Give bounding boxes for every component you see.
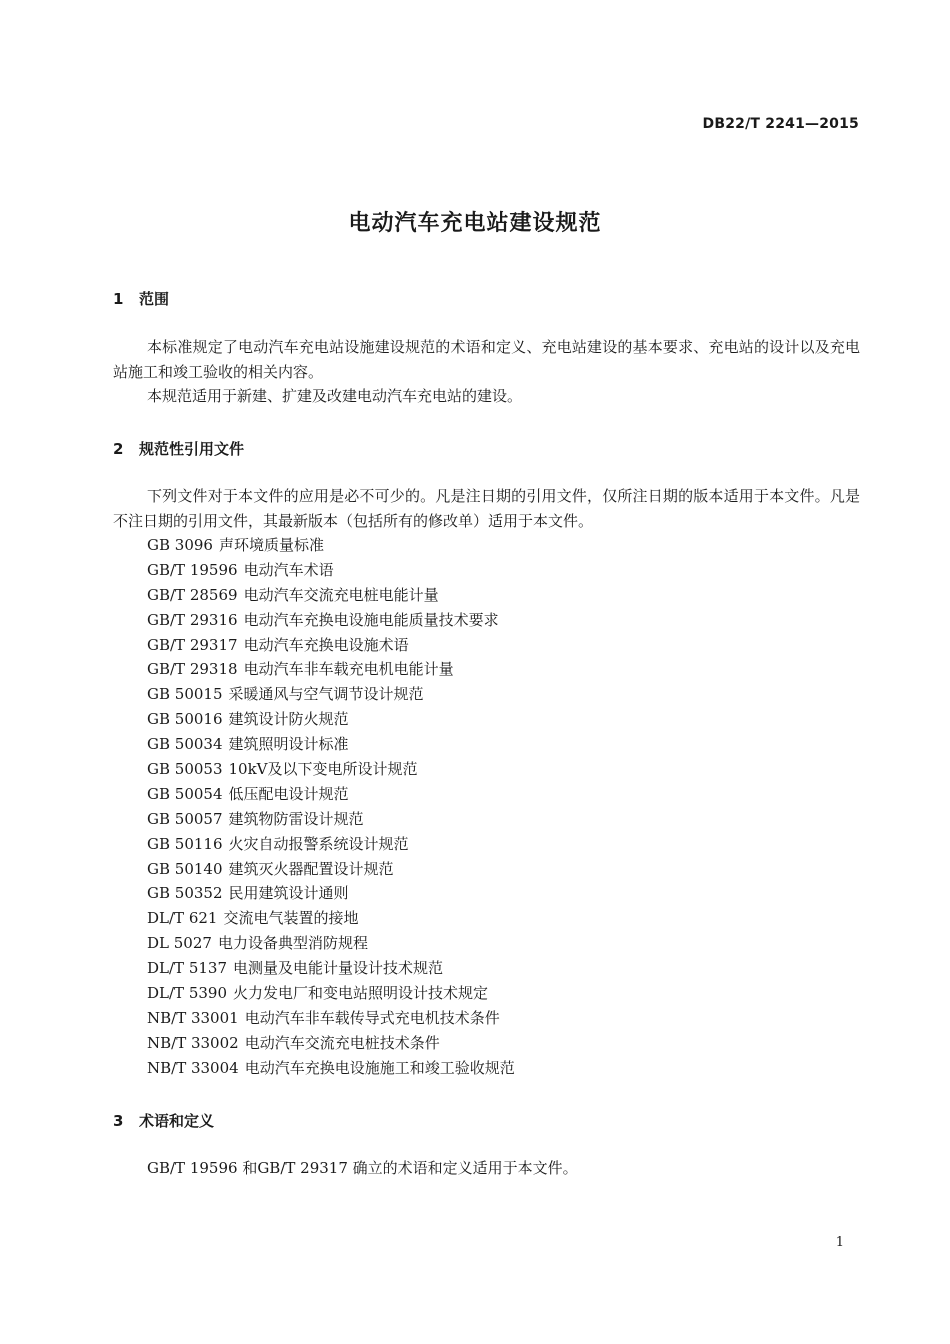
reference-code: GB/T 29318	[147, 660, 238, 679]
reference-title: 电动汽车非车载传导式充电机技术条件	[244, 1008, 500, 1027]
reference-code: GB/T 29316	[147, 610, 238, 629]
reference-code: DL 5027	[147, 934, 212, 953]
reference-title: 电测量及电能计量设计技术规范	[233, 959, 444, 978]
section-number: 2	[113, 440, 124, 458]
reference-title: 建筑物防雷设计规范	[228, 809, 364, 828]
reference-title: 电动汽车充换电设施施工和竣工验收规范	[244, 1058, 515, 1077]
reference-item	[147, 832, 515, 857]
reference-code: GB/T 29317	[147, 635, 238, 654]
reference-code: GB 50140	[147, 859, 223, 878]
reference-code: DL/T 621	[147, 909, 218, 928]
reference-code: DL/T 5390	[147, 984, 227, 1003]
section-number: 1	[113, 290, 124, 308]
reference-item	[147, 657, 515, 682]
reference-item	[147, 558, 515, 583]
reference-code: NB/T 33002	[147, 1033, 239, 1052]
paragraph: 本标准规定了电动汽车充电站设施建设规范的术语和定义、充电站建设的基本要求、充电站的设计以及充电站施工和竣工验收的相关内容。	[113, 338, 860, 381]
reference-item	[147, 583, 515, 608]
paragraph: 本规范适用于新建、扩建及改建电动汽车充电站的建设。	[147, 387, 523, 405]
reference-item	[147, 757, 515, 782]
reference-item	[147, 807, 515, 832]
reference-title: 电动汽车交流充电桩技术条件	[244, 1033, 440, 1052]
reference-item	[147, 782, 515, 807]
reference-item	[147, 956, 515, 981]
reference-code: GB 50034	[147, 735, 223, 754]
reference-item	[147, 931, 515, 956]
reference-title: 交流电气装置的接地	[223, 909, 359, 928]
page-number: 1	[835, 1235, 844, 1250]
reference-code: DL/T 5137	[147, 959, 227, 978]
page-title: 电动汽车充电站建设规范	[348, 211, 602, 236]
reference-code: GB 50053	[147, 760, 223, 779]
reference-title: 10kV及以下变电所设计规范	[228, 760, 418, 779]
reference-title: 电动汽车充换电设施电能质量技术要求	[243, 610, 499, 629]
reference-title: 采暖通风与空气调节设计规范	[228, 685, 424, 704]
reference-code: GB 50054	[147, 784, 223, 803]
paragraph: GB/T 19596 和GB/T 29317 确立的术语和定义适用于本文件。	[147, 1159, 578, 1177]
reference-item	[147, 1006, 515, 1031]
reference-code: GB/T 28569	[147, 585, 238, 604]
reference-code: GB 50352	[147, 884, 223, 903]
section-title: 范围	[139, 290, 170, 308]
reference-code: GB 50016	[147, 710, 223, 729]
doc-code: DB22/T 2241—2015	[702, 116, 859, 132]
reference-list	[147, 533, 515, 1081]
reference-code: GB 50116	[147, 834, 223, 853]
reference-item	[147, 533, 515, 558]
reference-item	[147, 682, 515, 707]
reference-code: GB 50015	[147, 685, 223, 704]
reference-item	[147, 881, 515, 906]
reference-title: 建筑灭火器配置设计规范	[228, 859, 394, 878]
reference-item	[147, 981, 515, 1006]
reference-code: GB 50057	[147, 809, 223, 828]
section-title: 术语和定义	[139, 1112, 215, 1130]
reference-code: NB/T 33001	[147, 1008, 239, 1027]
reference-code: GB 3096	[147, 536, 213, 554]
reference-item	[147, 1056, 515, 1081]
reference-title: 电动汽车交流充电桩电能计量	[243, 585, 439, 604]
section-heading-normative-references	[113, 438, 244, 459]
paragraph: 下列文件对于本文件的应用是必不可少的。凡是注日期的引用文件，仅所注日期的版本适用于本文件。凡是不注日期的引用文件，其最新版本（包括所有的修改单）适用于本文件。	[113, 487, 860, 530]
reference-item	[147, 857, 515, 882]
reference-title: 建筑设计防火规范	[228, 710, 349, 729]
reference-title: 建筑照明设计标准	[228, 735, 349, 754]
section-heading-terms-definitions	[113, 1110, 214, 1131]
reference-code: GB/T 19596	[147, 560, 238, 579]
section-title: 规范性引用文件	[139, 440, 245, 458]
reference-title: 火力发电厂和变电站照明设计技术规定	[233, 984, 489, 1003]
section-heading-scope	[113, 288, 169, 309]
reference-title: 火灾自动报警系统设计规范	[228, 834, 409, 853]
reference-item	[147, 1031, 515, 1056]
reference-title: 电力设备典型消防规程	[217, 934, 368, 953]
reference-title: 电动汽车术语	[243, 560, 334, 579]
reference-item	[147, 906, 515, 931]
reference-title: 声环境质量标准	[218, 536, 324, 554]
reference-code: NB/T 33004	[147, 1058, 239, 1077]
reference-title: 电动汽车非车载充电机电能计量	[243, 660, 454, 679]
reference-item	[147, 732, 515, 757]
reference-item	[147, 633, 515, 658]
reference-title: 低压配电设计规范	[228, 784, 349, 803]
reference-item	[147, 707, 515, 732]
reference-title: 民用建筑设计通则	[228, 884, 349, 903]
reference-title: 电动汽车充换电设施术语	[243, 635, 409, 654]
reference-item	[147, 608, 515, 633]
section-number: 3	[113, 1112, 124, 1130]
